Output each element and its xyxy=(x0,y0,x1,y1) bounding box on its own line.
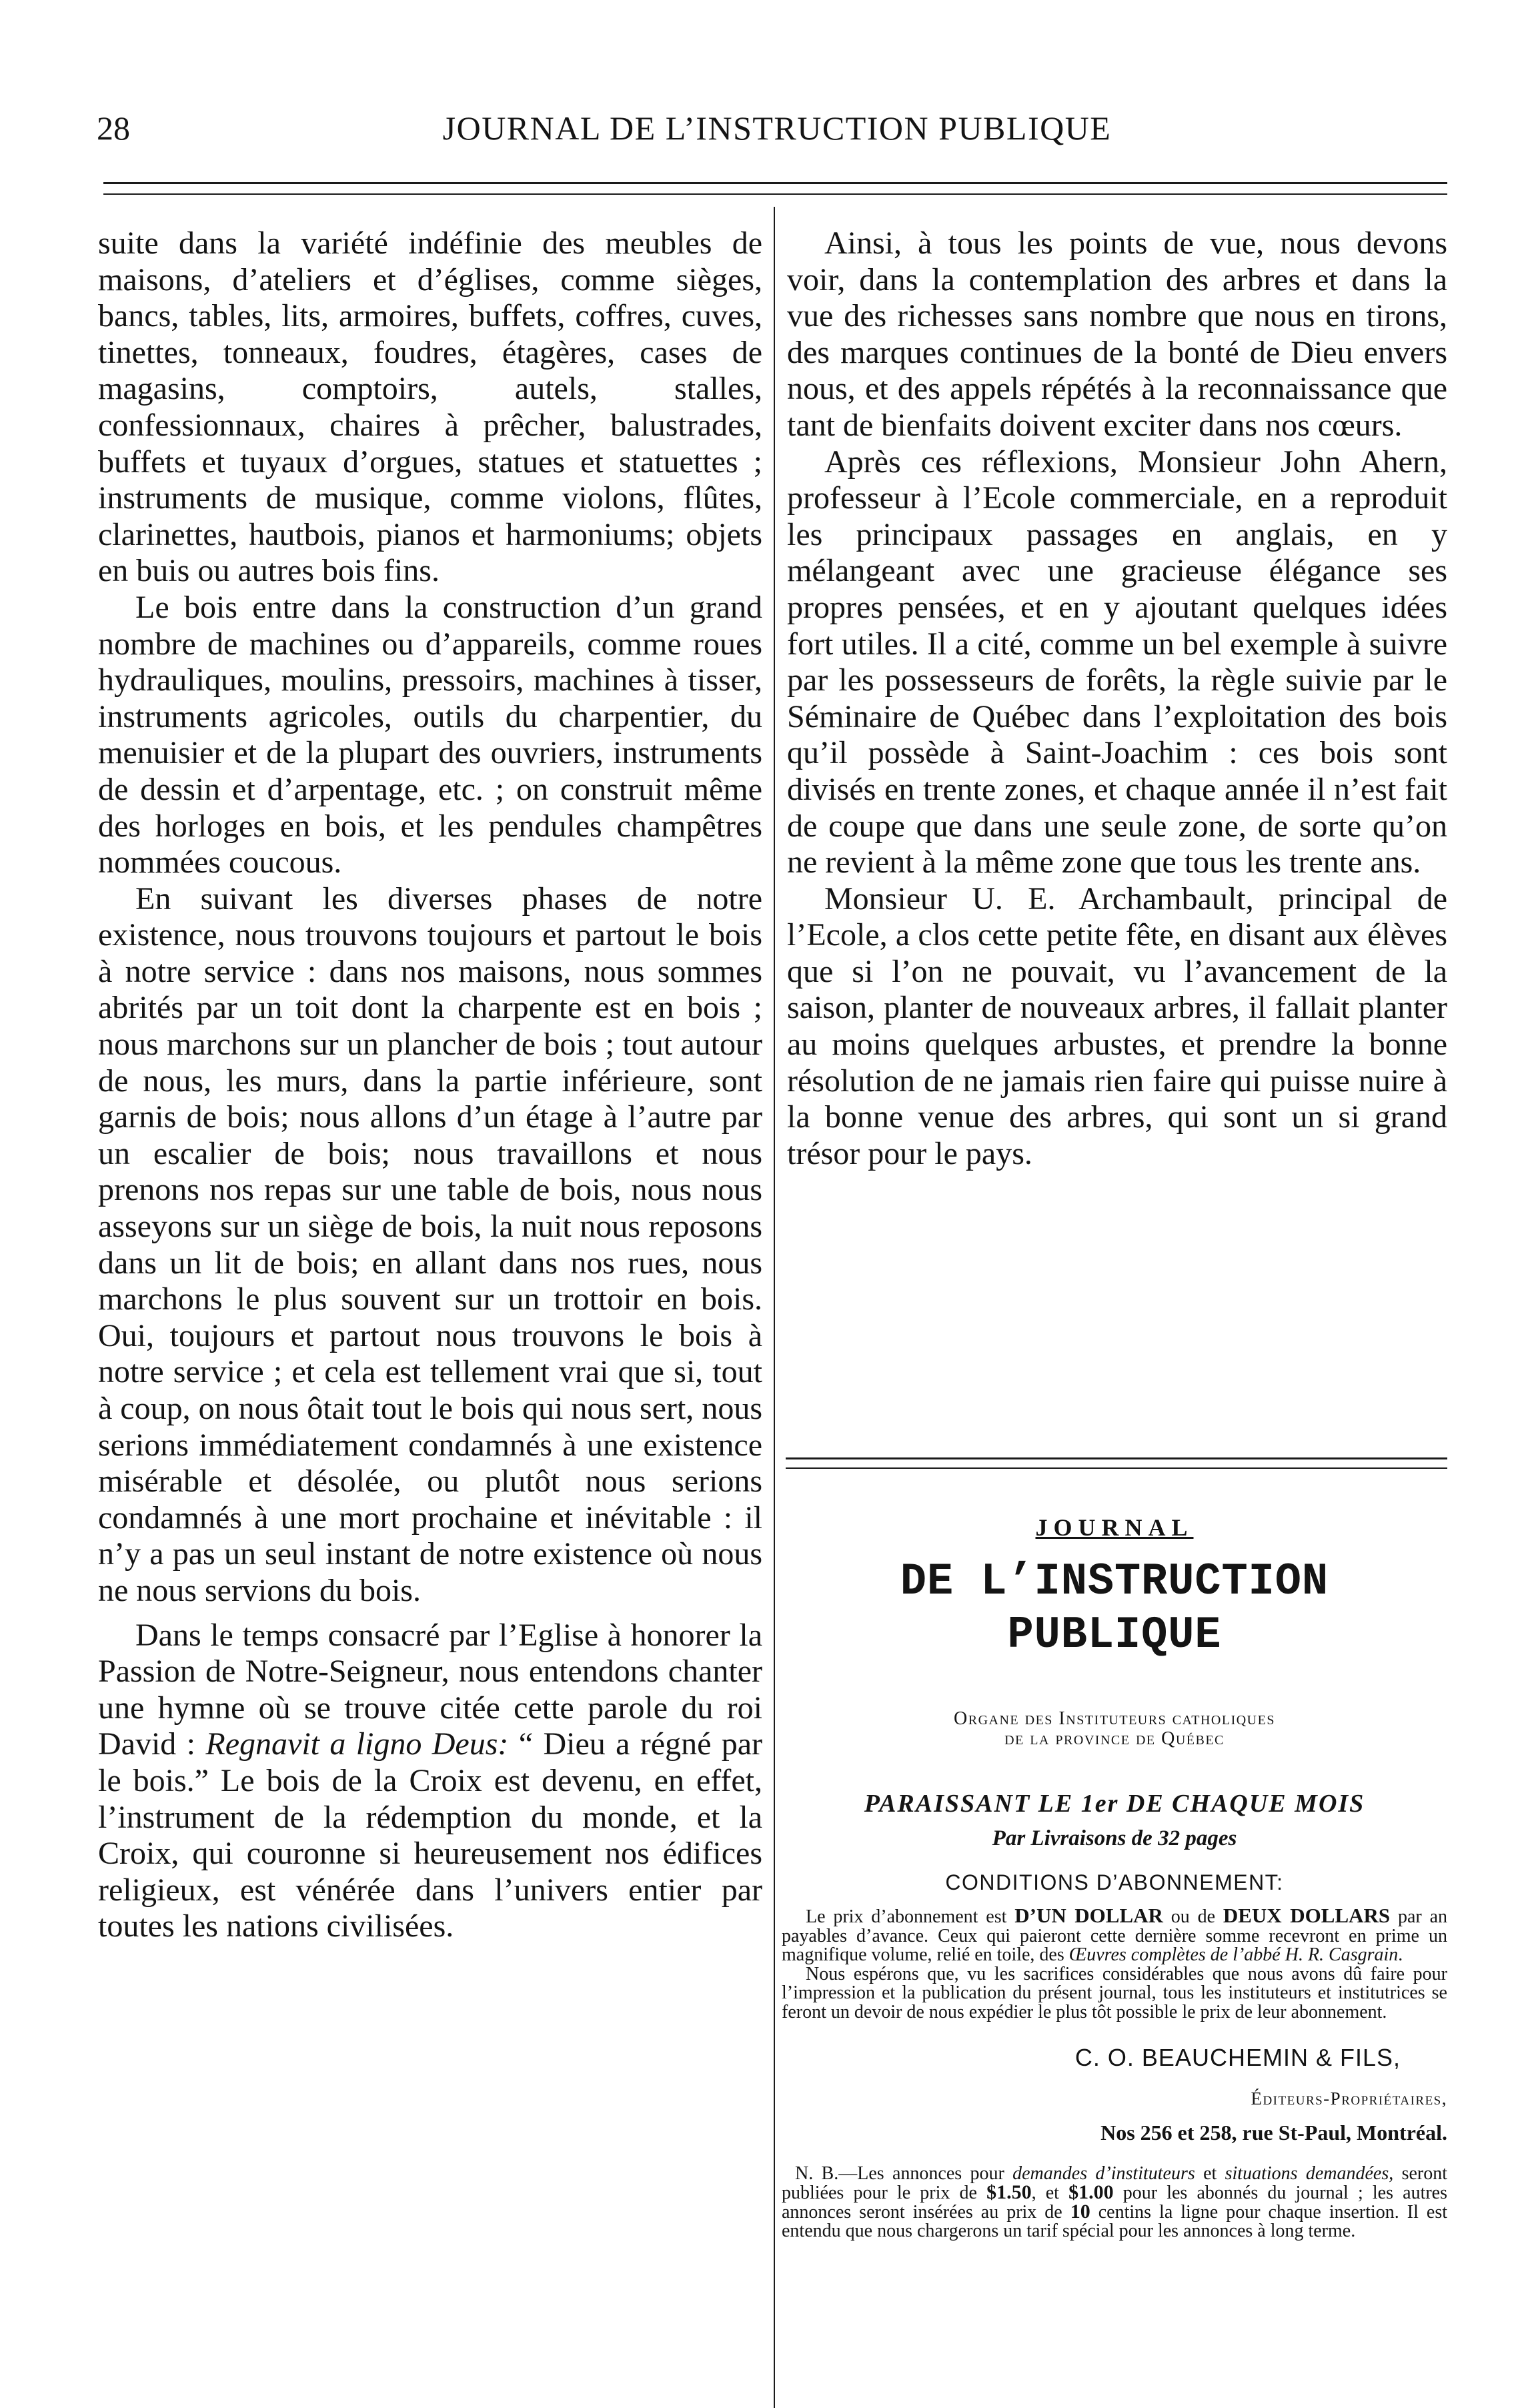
running-title: JOURNAL DE L’INSTRUCTION PUBLIQUE xyxy=(442,109,1112,147)
text-run: Le prix d’abonnement est xyxy=(806,1906,1015,1927)
paragraph: Monsieur U. E. Archambault, principal de l’Ecole, a clos cette petite fête, en disant aux élèves que si l’on ne pouvait, vu l’avancement de la saison, planter de nouveaux arbres, il fallait planter au moins quelques arbustes, et prendre la bonne résolution de ne jamais rien faire qui puisse nuire à la bonne venue des arbres, qui sont un si grand trésor pour le pays. xyxy=(787,880,1447,1171)
advert-note xyxy=(782,2165,1447,2241)
price-one-dollar: D’UN DOLLAR xyxy=(1014,1904,1163,1927)
price-paragraph xyxy=(782,1906,1447,1965)
organ-line: Organe des Instituteurs catholiques xyxy=(954,1708,1275,1729)
text-run: Dans le temps consacré par l’Eglise à honorer la Passion de Notre-Seigneur, nous entendons chanter une hymne où se trouve citée cette parole du roi David : xyxy=(98,1617,762,1762)
left-column xyxy=(98,225,762,1945)
journal-advertisement xyxy=(782,1441,1447,2241)
premium-title: Œuvres complètes de l’abbé H. R. Casgrain xyxy=(1068,1944,1399,1965)
page-number: 28 xyxy=(97,109,130,147)
header-rule-bottom xyxy=(103,193,1447,195)
header-rule-top xyxy=(103,182,1447,184)
advert-delivery: Par Livraisons de 32 pages xyxy=(992,1826,1237,1850)
text-run: par an payables d’avance. Ceux qui paieront cette dernière somme recevront en prime un magnifique volume, relié en toile, des xyxy=(782,1906,1447,1965)
advert-title: DE L’INSTRUCTION PUBLIQUE xyxy=(900,1556,1329,1661)
publisher-name: C. O. BEAUCHEMIN & FILS, xyxy=(1074,2044,1401,2071)
right-column xyxy=(787,225,1447,1172)
organ-line: de la province de Québec xyxy=(1004,1728,1225,1749)
text-italic: demandes d’instituteurs xyxy=(1012,2163,1195,2184)
paragraph: En suivant les diverses phases de notre existence, nous trouvons toujours et partout le bois à notre service : dans nos maisons, nous sommes abrités par un toit dont la charpente est en bois ; nous marchons sur un plancher de bois ; tout autour de nous, les murs, dans la partie inférieure, sont garnis de bois; nous allons d’un étage à l’autre par un escalier de bois; nous travaillons et nous prenons nos repas sur une table de bois, nous nous asseyons sur un siège de bois, la nuit nous reposons dans un lit de bois; en allant dans nos rues, nous marchons le plus souvent sur un trottoir en bois. Oui, toujours et partout nous trouvons le bois à notre service ; et cela est tellement vrai que si, tout à coup, on nous ôtait tout le bois qui nous sert, nous serions immédiatement condamnés à une existence misérable et désolée, ou plutôt nous serions condamnés à une mort prochaine et inévitable : il n’y a pas un seul instant de notre existence où nous ne nous servions du bois. xyxy=(98,880,762,1608)
paragraph: Le bois entre dans la construction d’un grand nombre de machines ou d’appareils, comme roues hydrauliques, moulins, pressoirs, machines à tisser, instruments agricoles, outils du charpentier, du menuisier et de la plupart des ouvriers, instruments de dessin et d’arpentage, etc. ; on construit même des horloges en bois, et les pendules champêtres nommées coucous. xyxy=(98,589,762,880)
note-paragraph xyxy=(782,2165,1447,2241)
paragraph-last xyxy=(98,1618,762,1945)
paragraph: Ainsi, à tous les points de vue, nous devons voir, dans la contemplation des arbres et dans la vue des richesses sans nombre que nous en tirons, des marques continues de la bonté de Dieu envers nous, et des appels répétés à la reconnaissance que tant de bienfaits doivent exciter dans nos cœurs. xyxy=(787,225,1447,443)
advert-issue: PARAISSANT LE 1er DE CHAQUE MOIS xyxy=(864,1790,1365,1818)
price-figure: $1.00 xyxy=(1068,2181,1114,2203)
advert-kicker: JOURNAL xyxy=(1035,1514,1194,1541)
text-run: et xyxy=(1195,2163,1225,2184)
text-run: N. B.—Les annonces pour xyxy=(795,2163,1013,2184)
column-divider xyxy=(774,207,775,2408)
text-run: . xyxy=(1398,1944,1403,1965)
price-figure: 10 xyxy=(1070,2201,1090,2223)
hope-paragraph: Nous espérons que, vu les sacrifices considérables que nous avons dû faire pour l’impression et la publication du présent journal, tous les instituteurs et institutrices se feront un devoir de nous expédier le plus tôt possible le prix de leur abonnement. xyxy=(782,1963,1447,2022)
text-run: ou de xyxy=(1163,1906,1223,1927)
text-run: pour les abonnés du journal ; les autres annonces seront insérées au prix de xyxy=(782,2183,1447,2223)
paragraph: Après ces réflexions, Monsieur John Ahern, professeur à l’Ecole commerciale, en a reproduit les principaux passages en anglais, en y mélangeant avec une gracieuse élégance ses propres pensées, et en y ajoutant quelques idées fort utiles. Il a cité, comme un bel exemple à suivre par les possesseurs de forêts, la règle suivie par le Séminaire de Québec dans l’exploitation des bois qu’il possède à Saint-Joachim : ces bois sont divisés en trente zones, et chaque année il n’est fait de coupe que dans une seule zone, de sorte qu’on ne revient à la même zone que tous les trente ans. xyxy=(787,444,1447,880)
publisher-role: Éditeurs-Propriétaires, xyxy=(1251,2088,1447,2109)
latin-quote: Regnavit a ligno Deus: xyxy=(205,1726,509,1762)
publisher-address: Nos 256 et 258, rue St-Paul, Montréal. xyxy=(1100,2121,1447,2145)
conditions-title: CONDITIONS D’ABONNEMENT: xyxy=(945,1870,1284,1894)
conditions-body xyxy=(782,1906,1447,2022)
text-italic: situations demandées xyxy=(1225,2163,1389,2184)
advert-organ xyxy=(782,1709,1447,1749)
price-two-dollars: DEUX DOLLARS xyxy=(1223,1904,1391,1927)
price-figure: $1.50 xyxy=(986,2181,1032,2203)
text-run: , seront publiées pour le prix de xyxy=(782,2163,1448,2203)
text-run: “ Dieu a régné par le bois.” Le bois de la Croix est devenu, en effet, l’instrument de la rédemption du monde, et la Croix, qui couronne si heureusement nos édifices religieux, est vénérée dans l’univers entier par toutes les nations civilisées. xyxy=(98,1726,763,1944)
text-run: , et xyxy=(1031,2183,1069,2203)
text-run: centins la ligne pour chaque insertion. Il est entendu que nous chargerons un tarif spécial pour les annonces à long terme. xyxy=(782,2202,1448,2241)
paragraph: suite dans la variété indéfinie des meubles de maisons, d’ateliers et d’églises, comme sièges, bancs, tables, lits, armoires, buffets, coffres, cuves, tinettes, tonneaux, foudres, étagères, cases de magasins, comptoirs, autels, stalles, confessionnaux, chaires à prêcher, balustrades, buffets et tuyaux d’orgues, statues et statuettes ; instruments de musique, comme violons, flûtes, clarinettes, hautbois, pianos et harmoniums; objets en buis ou autres bois fins. xyxy=(98,225,762,589)
